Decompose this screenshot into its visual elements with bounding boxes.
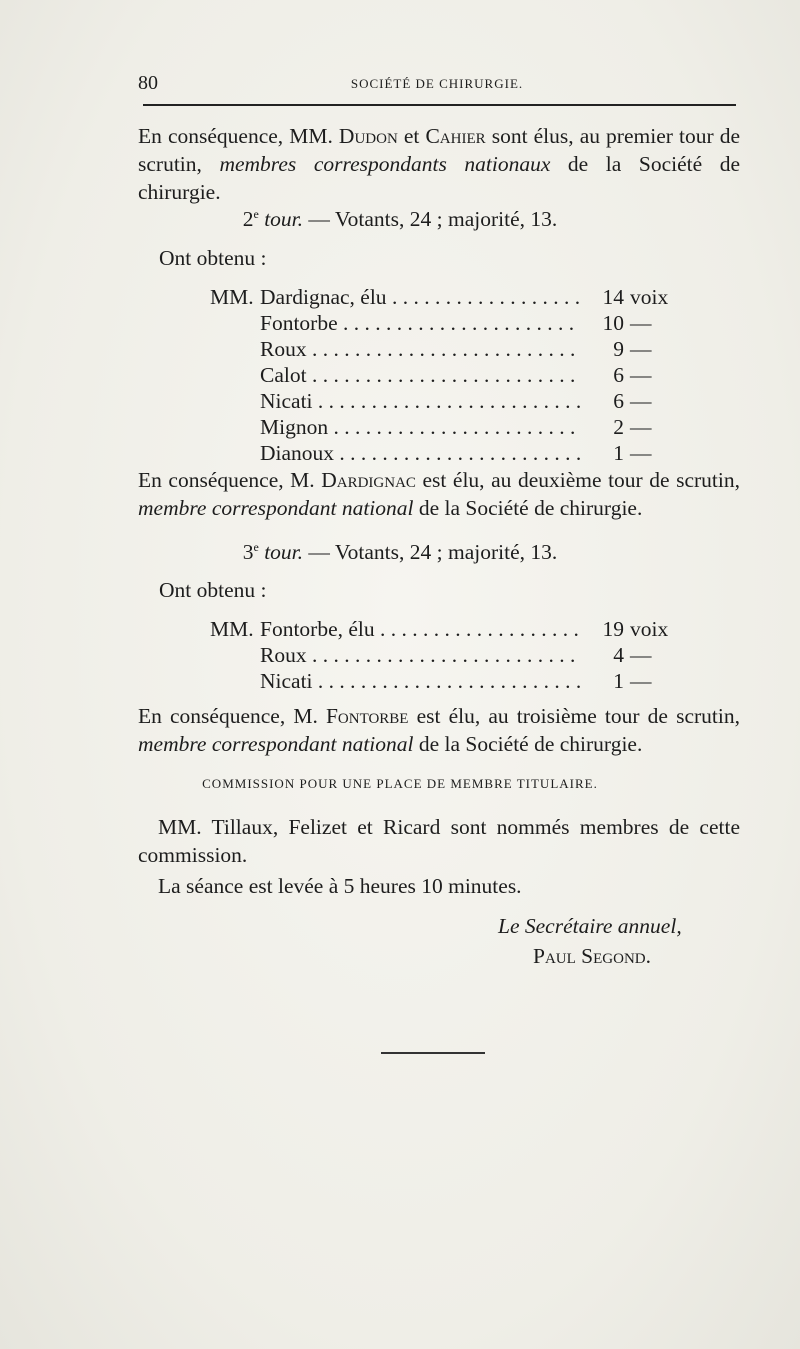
secretary-name: Paul Segond.	[533, 944, 651, 968]
result-row	[210, 616, 680, 642]
candidate-name: Roux . . .	[260, 336, 580, 362]
vote-unit: —	[630, 643, 652, 667]
text-span: En conséquence, MM.	[138, 124, 339, 148]
result-row	[210, 440, 680, 466]
row-prefix: MM.	[210, 617, 254, 641]
secretary-title: Le Secrétaire annuel,	[498, 914, 682, 938]
tour-ordinal-sup: e	[253, 540, 259, 554]
name-dardignac: Dardignac	[321, 468, 416, 492]
vote-count: 4	[613, 643, 624, 667]
paragraph-commission: MM. Tillaux, Felizet et Ricard sont nommés membres de cette commission.	[138, 815, 740, 867]
italic-title: membre correspondant national	[138, 496, 414, 520]
ont-obtenu-label: Ont obtenu :	[159, 578, 267, 602]
name-dudon: Dudon	[338, 124, 398, 148]
candidate-name: Fontorbe, élu . . .	[260, 616, 580, 642]
vote-unit: voix	[630, 285, 669, 309]
name-fontorbe: Fontorbe	[325, 704, 409, 728]
results-table-second-tour	[210, 284, 680, 466]
commission-heading: COMMISSION POUR UNE PLACE DE MEMBRE TITULAIRE.	[202, 776, 598, 791]
text-span: de la Société de chirurgie.	[413, 496, 643, 520]
vote-count: 2	[613, 415, 624, 439]
candidate-name: Mignon . . .	[260, 414, 580, 440]
vote-unit: —	[630, 337, 652, 361]
paragraph-second-tour	[138, 466, 740, 522]
end-rule	[381, 1052, 485, 1054]
vote-count: 1	[613, 441, 624, 465]
result-row	[210, 362, 680, 388]
result-row	[210, 414, 680, 440]
row-prefix: MM.	[210, 285, 254, 309]
text-span: En conséquence, M.	[138, 468, 322, 492]
vote-unit: —	[630, 311, 652, 335]
candidate-name: Fontorbe . . .	[260, 310, 580, 336]
candidate-name: Nicati . . .	[260, 388, 580, 414]
text-span: En conséquence, M.	[138, 704, 326, 728]
italic-title: membres correspondants nationaux	[219, 152, 551, 176]
result-row	[210, 284, 680, 310]
tour-ordinal: 2	[242, 207, 254, 232]
ont-obtenu-label: Ont obtenu :	[159, 246, 267, 270]
candidate-name: Roux . . .	[260, 642, 580, 668]
tour-details: — Votants, 24 ; majorité, 13.	[303, 207, 558, 232]
candidate-name: Calot . . .	[260, 362, 580, 388]
tour-word: tour.	[264, 207, 304, 232]
paragraph-seance-levee: La séance est levée à 5 heures 10 minutes.	[158, 874, 522, 898]
vote-count: 6	[613, 363, 624, 387]
page-header	[138, 72, 736, 96]
italic-title: membre correspondant national	[138, 732, 414, 756]
tour-details: — Votants, 24 ; majorité, 13.	[303, 540, 558, 565]
vote-count: 14	[602, 285, 624, 309]
vote-unit: —	[630, 363, 652, 387]
vote-count: 10	[602, 311, 624, 335]
candidate-name: Dianoux . . .	[260, 440, 580, 466]
result-row	[210, 388, 680, 414]
candidate-name: Dardignac, élu . . .	[260, 284, 580, 310]
result-row	[210, 310, 680, 336]
text-span: de la Société de chirurgie.	[138, 152, 740, 204]
tour-ordinal-sup: e	[253, 207, 259, 221]
vote-unit: —	[630, 415, 652, 439]
text-span: est élu, au deuxième tour de scrutin,	[415, 468, 740, 492]
vote-unit: —	[630, 389, 652, 413]
running-title: SOCIÉTÉ DE CHIRURGIE.	[350, 76, 524, 91]
name-cahier: Cahier	[425, 124, 486, 148]
vote-count: 9	[613, 337, 624, 361]
vote-count: 6	[613, 389, 624, 413]
page-number: 80	[138, 72, 158, 94]
result-row	[210, 642, 680, 668]
third-tour-heading	[0, 540, 800, 565]
text-span: sont élus, au premier tour de scrutin,	[138, 124, 740, 176]
paragraph-third-tour	[138, 702, 740, 758]
vote-unit: —	[630, 669, 652, 693]
text-span: et	[397, 124, 426, 148]
vote-count: 19	[602, 617, 624, 641]
vote-unit: voix	[630, 617, 669, 641]
paragraph-first-tour	[138, 122, 740, 206]
second-tour-heading	[0, 207, 800, 232]
text-span: de la Société de chirurgie.	[413, 732, 643, 756]
vote-count: 1	[613, 669, 624, 693]
tour-word: tour.	[264, 540, 304, 565]
candidate-name: Nicati . . .	[260, 668, 580, 694]
result-row	[210, 336, 680, 362]
text-span: est élu, au troisième tour de scrutin,	[408, 704, 740, 728]
results-table-third-tour	[210, 616, 680, 694]
header-rule	[143, 104, 736, 106]
tour-ordinal: 3	[242, 540, 254, 565]
result-row	[210, 668, 680, 694]
vote-unit: —	[630, 441, 652, 465]
